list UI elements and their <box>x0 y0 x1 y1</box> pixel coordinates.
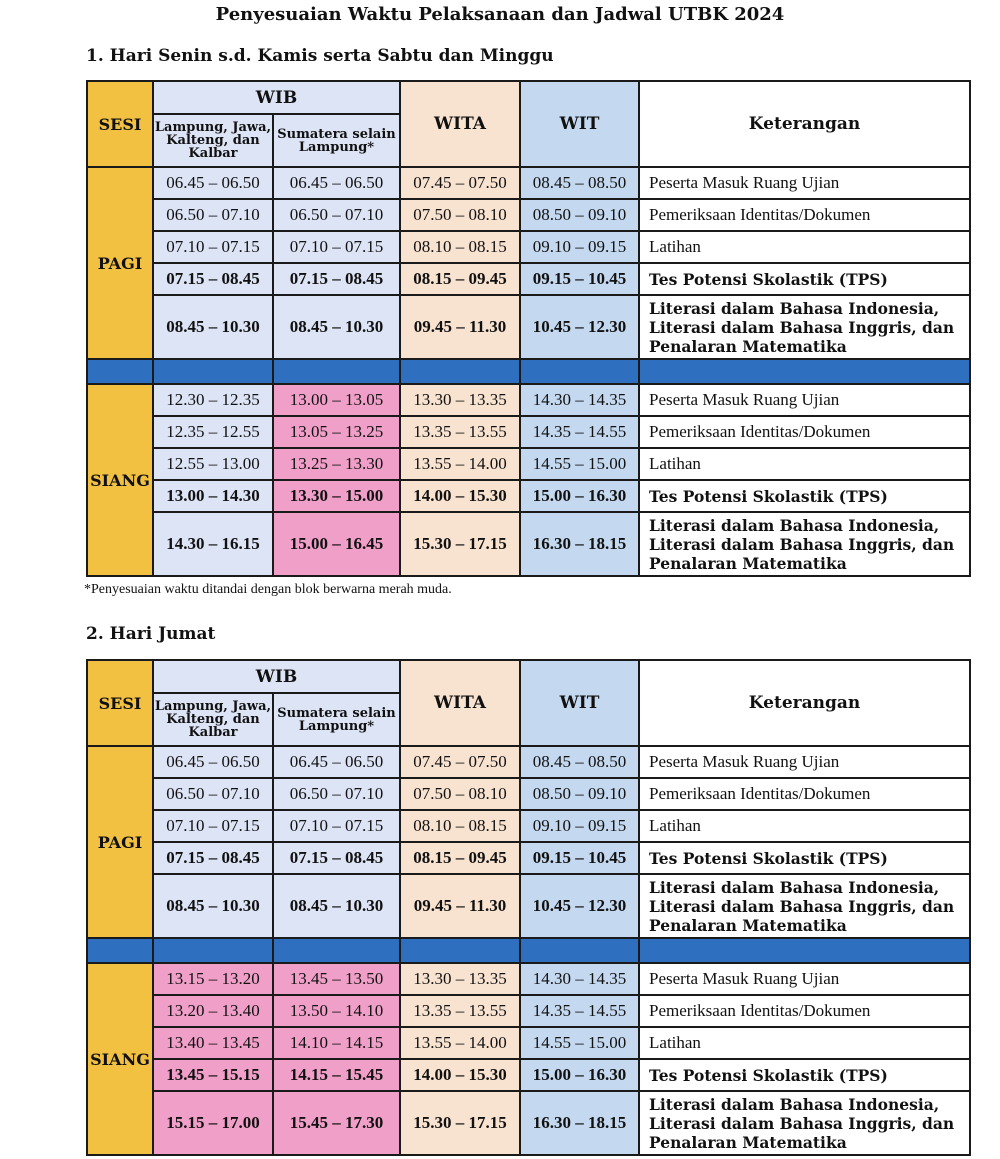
wib2-time-cell: 06.50 – 07.10 <box>273 199 400 231</box>
wib1-time-cell: 14.30 – 16.15 <box>153 512 273 576</box>
wit-header: WIT <box>520 81 639 167</box>
wit-time-cell: 08.45 – 08.50 <box>520 746 639 778</box>
wib1-time-cell: 15.15 – 17.00 <box>153 1091 273 1155</box>
table-row <box>87 512 970 576</box>
wita-time-cell: 09.45 – 11.30 <box>400 295 520 359</box>
wib2-time-cell: 13.45 – 13.50 <box>273 963 400 995</box>
wib1-time-cell: 13.00 – 14.30 <box>153 480 273 512</box>
wita-header: WITA <box>400 660 520 746</box>
wita-time-cell: 08.15 – 09.45 <box>400 842 520 874</box>
keterangan-header: Keterangan <box>639 660 970 746</box>
header-row <box>87 81 970 114</box>
wib2-time-cell: 06.45 – 06.50 <box>273 746 400 778</box>
wita-time-cell: 15.30 – 17.15 <box>400 512 520 576</box>
wib2-time-cell: 15.45 – 17.30 <box>273 1091 400 1155</box>
wib-col2-header: Sumatera selain Lampung* <box>273 693 400 746</box>
wit-time-cell: 15.00 – 16.30 <box>520 1059 639 1091</box>
wita-time-cell: 07.45 – 07.50 <box>400 746 520 778</box>
wit-time-cell: 15.00 – 16.30 <box>520 480 639 512</box>
keterangan-cell: Tes Potensi Skolastik (TPS) <box>639 1059 970 1091</box>
section-heading-1: 1. Hari Senin s.d. Kamis serta Sabtu dan Minggu <box>86 46 554 66</box>
wib1-time-cell: 07.10 – 07.15 <box>153 810 273 842</box>
wib2-time-cell: 13.30 – 15.00 <box>273 480 400 512</box>
wib1-time-cell: 13.40 – 13.45 <box>153 1027 273 1059</box>
wib2-time-cell: 07.15 – 08.45 <box>273 842 400 874</box>
table-row <box>87 874 970 938</box>
session-label: PAGI <box>87 746 153 938</box>
keterangan-cell: Literasi dalam Bahasa Indonesia, Literasi dalam Bahasa Inggris, dan Penalaran Matematika <box>639 1091 970 1155</box>
wit-time-cell: 09.10 – 09.15 <box>520 231 639 263</box>
session-label: SIANG <box>87 384 153 576</box>
separator-cell <box>639 938 970 963</box>
wib2-time-cell: 06.50 – 07.10 <box>273 778 400 810</box>
wita-time-cell: 13.55 – 14.00 <box>400 1027 520 1059</box>
wita-time-cell: 14.00 – 15.30 <box>400 1059 520 1091</box>
wit-time-cell: 14.30 – 14.35 <box>520 384 639 416</box>
table-row <box>87 1091 970 1155</box>
wita-time-cell: 07.50 – 08.10 <box>400 199 520 231</box>
table-row <box>87 480 970 512</box>
wit-time-cell: 14.55 – 15.00 <box>520 1027 639 1059</box>
table-row <box>87 1027 970 1059</box>
table-row <box>87 1059 970 1091</box>
keterangan-cell: Latihan <box>639 810 970 842</box>
table-row <box>87 963 970 995</box>
separator-cell <box>87 359 153 384</box>
sesi-header: SESI <box>87 81 153 167</box>
table-row <box>87 778 970 810</box>
wit-time-cell: 16.30 – 18.15 <box>520 512 639 576</box>
wib1-time-cell: 06.50 – 07.10 <box>153 199 273 231</box>
wit-time-cell: 10.45 – 12.30 <box>520 874 639 938</box>
session-label: PAGI <box>87 167 153 359</box>
table-row <box>87 448 970 480</box>
wib2-time-cell: 13.05 – 13.25 <box>273 416 400 448</box>
wib2-time-cell: 07.15 – 08.45 <box>273 263 400 295</box>
separator-cell <box>273 359 400 384</box>
wib1-time-cell: 12.55 – 13.00 <box>153 448 273 480</box>
wib2-time-cell: 14.10 – 14.15 <box>273 1027 400 1059</box>
keterangan-cell: Peserta Masuk Ruang Ujian <box>639 963 970 995</box>
wita-time-cell: 15.30 – 17.15 <box>400 1091 520 1155</box>
keterangan-cell: Tes Potensi Skolastik (TPS) <box>639 480 970 512</box>
wit-time-cell: 08.45 – 08.50 <box>520 167 639 199</box>
wib-header: WIB <box>153 660 400 693</box>
keterangan-cell: Latihan <box>639 231 970 263</box>
table-row <box>87 842 970 874</box>
keterangan-cell: Peserta Masuk Ruang Ujian <box>639 167 970 199</box>
table-row <box>87 416 970 448</box>
wit-time-cell: 14.55 – 15.00 <box>520 448 639 480</box>
table-row <box>87 746 970 778</box>
wita-time-cell: 08.10 – 08.15 <box>400 810 520 842</box>
session-separator <box>87 359 970 384</box>
table-row <box>87 199 970 231</box>
wib1-time-cell: 07.15 – 08.45 <box>153 263 273 295</box>
wib-col1-header: Lampung, Jawa, Kalteng, dan Kalbar <box>153 693 273 746</box>
separator-cell <box>273 938 400 963</box>
wib2-time-cell: 13.50 – 14.10 <box>273 995 400 1027</box>
wit-time-cell: 14.35 – 14.55 <box>520 416 639 448</box>
wib1-time-cell: 08.45 – 10.30 <box>153 874 273 938</box>
wita-time-cell: 13.30 – 13.35 <box>400 963 520 995</box>
wit-time-cell: 08.50 – 09.10 <box>520 199 639 231</box>
wib2-time-cell: 13.25 – 13.30 <box>273 448 400 480</box>
wita-time-cell: 07.45 – 07.50 <box>400 167 520 199</box>
keterangan-cell: Literasi dalam Bahasa Indonesia, Literasi dalam Bahasa Inggris, dan Penalaran Matematika <box>639 874 970 938</box>
session-separator <box>87 938 970 963</box>
keterangan-cell: Peserta Masuk Ruang Ujian <box>639 746 970 778</box>
separator-cell <box>639 359 970 384</box>
keterangan-cell: Literasi dalam Bahasa Indonesia, Literasi dalam Bahasa Inggris, dan Penalaran Matematika <box>639 295 970 359</box>
wib2-time-cell: 13.00 – 13.05 <box>273 384 400 416</box>
wib1-time-cell: 13.20 – 13.40 <box>153 995 273 1027</box>
wit-header: WIT <box>520 660 639 746</box>
wib-col2-header: Sumatera selain Lampung* <box>273 114 400 167</box>
wita-time-cell: 08.10 – 08.15 <box>400 231 520 263</box>
wit-time-cell: 16.30 – 18.15 <box>520 1091 639 1155</box>
table-row <box>87 810 970 842</box>
wib1-time-cell: 08.45 – 10.30 <box>153 295 273 359</box>
wit-time-cell: 09.10 – 09.15 <box>520 810 639 842</box>
separator-cell <box>153 938 273 963</box>
keterangan-cell: Tes Potensi Skolastik (TPS) <box>639 263 970 295</box>
wita-time-cell: 13.35 – 13.55 <box>400 995 520 1027</box>
wib1-time-cell: 07.15 – 08.45 <box>153 842 273 874</box>
wib1-time-cell: 06.50 – 07.10 <box>153 778 273 810</box>
keterangan-header: Keterangan <box>639 81 970 167</box>
wib-col1-header: Lampung, Jawa, Kalteng, dan Kalbar <box>153 114 273 167</box>
wit-time-cell: 09.15 – 10.45 <box>520 263 639 295</box>
keterangan-cell: Pemeriksaan Identitas/Dokumen <box>639 199 970 231</box>
wita-time-cell: 08.15 – 09.45 <box>400 263 520 295</box>
sesi-header: SESI <box>87 660 153 746</box>
keterangan-cell: Peserta Masuk Ruang Ujian <box>639 384 970 416</box>
footnote: *Penyesuaian waktu ditandai dengan blok berwarna merah muda. <box>84 582 452 597</box>
table-row <box>87 231 970 263</box>
wita-time-cell: 14.00 – 15.30 <box>400 480 520 512</box>
table-row <box>87 263 970 295</box>
wit-time-cell: 08.50 – 09.10 <box>520 778 639 810</box>
wita-time-cell: 13.35 – 13.55 <box>400 416 520 448</box>
wib1-time-cell: 06.45 – 06.50 <box>153 167 273 199</box>
wib2-time-cell: 14.15 – 15.45 <box>273 1059 400 1091</box>
wita-time-cell: 09.45 – 11.30 <box>400 874 520 938</box>
schedule-table-weekdays <box>86 80 971 577</box>
separator-cell <box>400 938 520 963</box>
page-title: Penyesuaian Waktu Pelaksanaan dan Jadwal UTBK 2024 <box>215 4 785 25</box>
wib2-time-cell: 07.10 – 07.15 <box>273 810 400 842</box>
wib1-time-cell: 07.10 – 07.15 <box>153 231 273 263</box>
keterangan-cell: Latihan <box>639 448 970 480</box>
wit-time-cell: 14.35 – 14.55 <box>520 995 639 1027</box>
separator-cell <box>153 359 273 384</box>
wit-time-cell: 14.30 – 14.35 <box>520 963 639 995</box>
table-row <box>87 295 970 359</box>
header-row <box>87 660 970 693</box>
wib-header: WIB <box>153 81 400 114</box>
schedule-table-friday <box>86 659 971 1156</box>
separator-cell <box>87 938 153 963</box>
table-row <box>87 384 970 416</box>
wita-time-cell: 13.30 – 13.35 <box>400 384 520 416</box>
wib1-time-cell: 06.45 – 06.50 <box>153 746 273 778</box>
wib1-time-cell: 12.30 – 12.35 <box>153 384 273 416</box>
table-row <box>87 167 970 199</box>
wib2-time-cell: 15.00 – 16.45 <box>273 512 400 576</box>
table-row <box>87 995 970 1027</box>
wita-time-cell: 13.55 – 14.00 <box>400 448 520 480</box>
wit-time-cell: 09.15 – 10.45 <box>520 842 639 874</box>
section-heading-2: 2. Hari Jumat <box>86 624 216 644</box>
wib1-time-cell: 13.15 – 13.20 <box>153 963 273 995</box>
keterangan-cell: Pemeriksaan Identitas/Dokumen <box>639 416 970 448</box>
separator-cell <box>400 359 520 384</box>
wita-header: WITA <box>400 81 520 167</box>
wib2-time-cell: 08.45 – 10.30 <box>273 874 400 938</box>
keterangan-cell: Pemeriksaan Identitas/Dokumen <box>639 778 970 810</box>
keterangan-cell: Pemeriksaan Identitas/Dokumen <box>639 995 970 1027</box>
session-label: SIANG <box>87 963 153 1155</box>
wib2-time-cell: 06.45 – 06.50 <box>273 167 400 199</box>
keterangan-cell: Tes Potensi Skolastik (TPS) <box>639 842 970 874</box>
wita-time-cell: 07.50 – 08.10 <box>400 778 520 810</box>
wib1-time-cell: 13.45 – 15.15 <box>153 1059 273 1091</box>
wib2-time-cell: 08.45 – 10.30 <box>273 295 400 359</box>
wib2-time-cell: 07.10 – 07.15 <box>273 231 400 263</box>
wit-time-cell: 10.45 – 12.30 <box>520 295 639 359</box>
wib1-time-cell: 12.35 – 12.55 <box>153 416 273 448</box>
separator-cell <box>520 938 639 963</box>
keterangan-cell: Literasi dalam Bahasa Indonesia, Literasi dalam Bahasa Inggris, dan Penalaran Matematika <box>639 512 970 576</box>
keterangan-cell: Latihan <box>639 1027 970 1059</box>
separator-cell <box>520 359 639 384</box>
